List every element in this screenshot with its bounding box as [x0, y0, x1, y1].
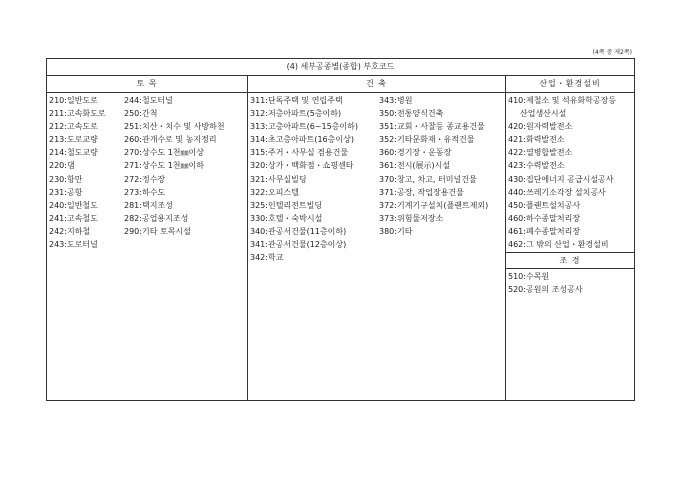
list-item: 241:고속철도 — [49, 213, 98, 223]
list-item: 210:일반도로 — [49, 96, 98, 105]
table-title: (4) 세부공종별(종합) 부호코드 — [47, 59, 634, 76]
list-item: 312:저층아파트(5층이하) — [250, 109, 342, 119]
list-item: 313:고층아파트(6~15층이하) — [250, 122, 359, 132]
civil-code-list-right — [124, 94, 225, 238]
code-table — [46, 58, 635, 401]
list-item: 461:폐수종말처리장 — [508, 226, 581, 236]
list-item: 371:공장, 작업장용건물 — [379, 187, 464, 197]
list-item: 420:원자력발전소 — [508, 122, 573, 132]
list-item: 311:단독주택 및 연립주택 — [250, 96, 343, 105]
list-item: 214:철도교량 — [49, 148, 98, 158]
building-code-list-right — [379, 94, 488, 238]
list-item: 341:관공서건물(12층이상) — [250, 240, 347, 250]
industry-code-list — [506, 93, 634, 251]
civil-column-header: 토 목 — [47, 75, 247, 93]
list-item: 240:일반철도 — [49, 200, 98, 210]
list-item: 321:사무실빌딩 — [250, 174, 307, 184]
list-item: 314:초고층아파트(16층이상) — [250, 135, 354, 145]
list-item: 373:위험물저장소 — [379, 213, 444, 223]
list-item: 380:기타 — [379, 226, 413, 236]
list-item: 372:기계기구설치(플랜트제외) — [379, 200, 489, 210]
list-item: 251:치산・치수 및 사방하천 — [124, 122, 225, 132]
list-item: 352:기타문화재・유적건물 — [379, 135, 475, 145]
list-item: 272:정수장 — [124, 174, 166, 184]
building-column — [248, 75, 506, 400]
list-item: 290:기타 토목시설 — [124, 226, 191, 236]
list-item: 340:관공서건물(11층이하) — [250, 226, 347, 236]
list-item: 213:도로교량 — [49, 135, 98, 145]
building-code-list-left — [250, 94, 358, 264]
list-item: 273:하수도 — [124, 187, 166, 197]
list-item: 423:수력발전소 — [508, 161, 565, 171]
list-item: 421:화력발전소 — [508, 135, 565, 145]
list-item: 271:상수도 1천㎜이하 — [124, 161, 204, 171]
list-item: 462:그 밖의 산업・환경설비 — [508, 240, 609, 250]
list-item: 281:택지조성 — [124, 200, 173, 210]
civil-code-list-left — [49, 94, 106, 251]
list-item: 440:쓰레기소각장 설치공사 — [508, 187, 606, 197]
list-item: 325:인텔리전트빌딩 — [250, 200, 323, 210]
list-item: 243:도로터널 — [49, 240, 98, 250]
list-item: 250:간척 — [124, 109, 158, 119]
list-item: 430:집단에너지 공급시설공사 — [508, 174, 614, 184]
industry-column — [506, 75, 634, 400]
list-item: 343:병원 — [379, 96, 413, 105]
list-item: 270:상수도 1천㎜이상 — [124, 148, 204, 158]
list-item: 231:공항 — [49, 187, 83, 197]
list-item: 370:창고, 차고, 터미널건물 — [379, 174, 477, 184]
list-item: 361:전시(展示)시설 — [379, 161, 451, 171]
list-item: 410:제철소 및 석유화학공장등 — [508, 96, 617, 105]
industry-column-header: 산업・환경설비 — [506, 75, 634, 93]
list-item: 322:오피스텔 — [250, 187, 299, 197]
list-item-continuation: 산업생산시설 — [520, 109, 567, 119]
list-item: 422:열병합발전소 — [508, 148, 573, 158]
list-item: 230:항만 — [49, 174, 83, 184]
list-item: 220:댐 — [49, 161, 75, 171]
list-item: 242:지하철 — [49, 226, 91, 236]
page-number-note: (4쪽 중 제2쪽) — [592, 49, 632, 56]
list-item: 450:플랜트설치공사 — [508, 200, 581, 210]
landscape-section-header: 조 경 — [506, 252, 634, 269]
list-item: 360:경기장・운동장 — [379, 148, 452, 158]
list-item: 244:철도터널 — [124, 96, 173, 105]
list-item: 282:공업용지조성 — [124, 213, 189, 223]
list-item: 342:학교 — [250, 253, 284, 263]
list-item: 320:상가・백화점・쇼핑센타 — [250, 161, 354, 171]
list-item: 520:공원의 조성공사 — [508, 285, 583, 295]
building-column-header: 건 축 — [248, 75, 505, 93]
list-item: 510:수목원 — [508, 272, 550, 282]
list-item: 330:호텔・숙박시설 — [250, 213, 323, 223]
landscape-code-list — [506, 269, 634, 296]
list-item: 211:고속화도로 — [49, 109, 106, 119]
list-item: 351:교회・사찰등 종교용건물 — [379, 122, 485, 132]
list-item: 460:하수종말처리장 — [508, 213, 581, 223]
list-item: 350:전통양식건축 — [379, 109, 444, 119]
list-item: 260:관개수로 및 농지정리 — [124, 135, 217, 145]
list-item: 212:고속도로 — [49, 122, 98, 132]
civil-column — [47, 75, 248, 400]
list-item: 315:주거・사무실 겸용건물 — [250, 148, 349, 158]
